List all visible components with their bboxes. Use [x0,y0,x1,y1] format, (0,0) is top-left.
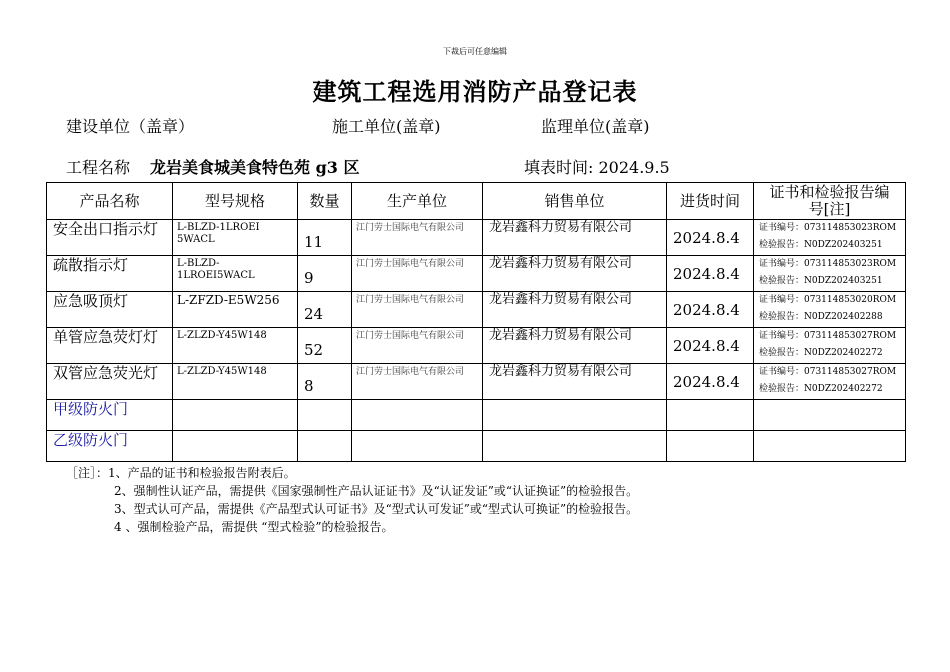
supervisor-label: 监理单位(盖章) [541,117,650,136]
cell-empty [298,431,352,462]
table-row [47,328,906,364]
project-label: 工程名称 [66,158,131,177]
cell-seller: 龙岩鑫科力贸易有限公司 [483,220,667,256]
page-title: 建筑工程选用消防产品登记表 [312,77,638,106]
header-certificate: 证书和检验报告编号[注] [754,183,906,220]
cell-quantity: 8 [298,364,352,400]
table-row [47,292,906,328]
header-purchase-date: 进货时间 [667,183,754,220]
cell-model: L-ZLZD-Y45W148 [173,364,298,400]
cell-seller: 龙岩鑫科力贸易有限公司 [483,364,667,400]
cell-seller: 龙岩鑫科力贸易有限公司 [483,256,667,292]
certificate-number: 证书编号：073114853023ROM [759,223,897,233]
header-manufacturer: 生产单位 [352,183,483,220]
cell-product-name: 双管应急荧光灯 [47,364,173,400]
cell-product-name-fire-door-b: 乙级防火门 [47,431,173,462]
cell-certificate [754,364,906,400]
contractor-label: 施工单位(盖章) [332,117,441,136]
report-number: 检验报告：N0DZ202402288 [759,312,883,322]
cell-product-name: 应急吸顶灯 [47,292,173,328]
cell-quantity: 11 [298,220,352,256]
note-line-4: 4 、强制检验产品，需提供 “型式检验”的检验报告。 [114,520,394,534]
header-seller: 销售单位 [483,183,667,220]
cell-manufacturer: 江门劳士国际电气有限公司 [352,328,483,364]
report-number: 检验报告：N0DZ202402272 [759,384,883,394]
table-row [47,220,906,256]
cell-model: L-BLZD-1LROEI5WACL [173,256,298,292]
cell-seller: 龙岩鑫科力贸易有限公司 [483,328,667,364]
cell-certificate [754,220,906,256]
cell-empty [754,431,906,462]
registration-table [46,182,906,462]
cell-quantity: 9 [298,256,352,292]
header-product-name: 产品名称 [47,183,173,220]
cell-empty [298,400,352,431]
cell-product-name: 单管应急荧灯灯 [47,328,173,364]
cell-empty [352,400,483,431]
table-row-blank [47,431,906,462]
fill-time: 填表时间: 2024.9.5 [524,158,670,177]
cell-seller: 龙岩鑫科力贸易有限公司 [483,292,667,328]
report-number: 检验报告：N0DZ202403251 [759,240,883,250]
cell-product-name-fire-door-a: 甲级防火门 [47,400,173,431]
cell-certificate [754,256,906,292]
table-row [47,364,906,400]
note-line-3: 3、型式认可产品，需提供《产品型式认可证书》及“型式认可发证”或“型式认可换证”的检验报告。 [114,502,639,516]
cell-empty [483,400,667,431]
header-model: 型号规格 [173,183,298,220]
cell-purchase-date: 2024.8.4 [667,364,754,400]
cell-product-name: 疏散指示灯 [47,256,173,292]
cell-model: L-BLZD-1LROEI 5WACL [173,220,298,256]
cell-empty [754,400,906,431]
header-note: 下裁后可任意编辑 [443,47,507,56]
cell-empty [483,431,667,462]
cell-purchase-date: 2024.8.4 [667,220,754,256]
cell-manufacturer: 江门劳士国际电气有限公司 [352,220,483,256]
cell-purchase-date: 2024.8.4 [667,256,754,292]
certificate-number: 证书编号：073114853027ROM [759,331,897,341]
cell-purchase-date: 2024.8.4 [667,292,754,328]
cell-empty [352,431,483,462]
header-quantity: 数量 [298,183,352,220]
cell-empty [173,400,298,431]
project-name: 龙岩美食城美食特色苑 g3 区 [150,158,360,177]
table-row [47,256,906,292]
cell-empty [667,400,754,431]
table-header-row [47,183,906,220]
cell-model: L-ZFZD-E5W256 [173,292,298,328]
builder-label: 建设单位（盖章） [66,117,195,136]
report-number: 检验报告：N0DZ202402272 [759,348,883,358]
report-number: 检验报告：N0DZ202403251 [759,276,883,286]
certificate-number: 证书编号：073114853023ROM [759,259,897,269]
table-row-blank [47,400,906,431]
cell-model: L-ZLZD-Y45W148 [173,328,298,364]
cell-quantity: 52 [298,328,352,364]
cell-certificate [754,328,906,364]
cell-quantity: 24 [298,292,352,328]
cell-empty [667,431,754,462]
cell-manufacturer: 江门劳士国际电气有限公司 [352,364,483,400]
note-line-2: 2、强制性认证产品，需提供《国家强制性产品认证证书》及“认证发证”或“认证换证”的检验报告。 [114,484,639,498]
cell-purchase-date: 2024.8.4 [667,328,754,364]
certificate-number: 证书编号：073114853027ROM [759,367,897,377]
cell-empty [173,431,298,462]
certificate-number: 证书编号：073114853020ROM [759,295,897,305]
cell-product-name: 安全出口指示灯 [47,220,173,256]
cell-manufacturer: 江门劳士国际电气有限公司 [352,292,483,328]
note-line-1: ［注］：1、产品的证书和检验报告附表后。 [66,466,296,480]
cell-certificate [754,292,906,328]
cell-manufacturer: 江门劳士国际电气有限公司 [352,256,483,292]
